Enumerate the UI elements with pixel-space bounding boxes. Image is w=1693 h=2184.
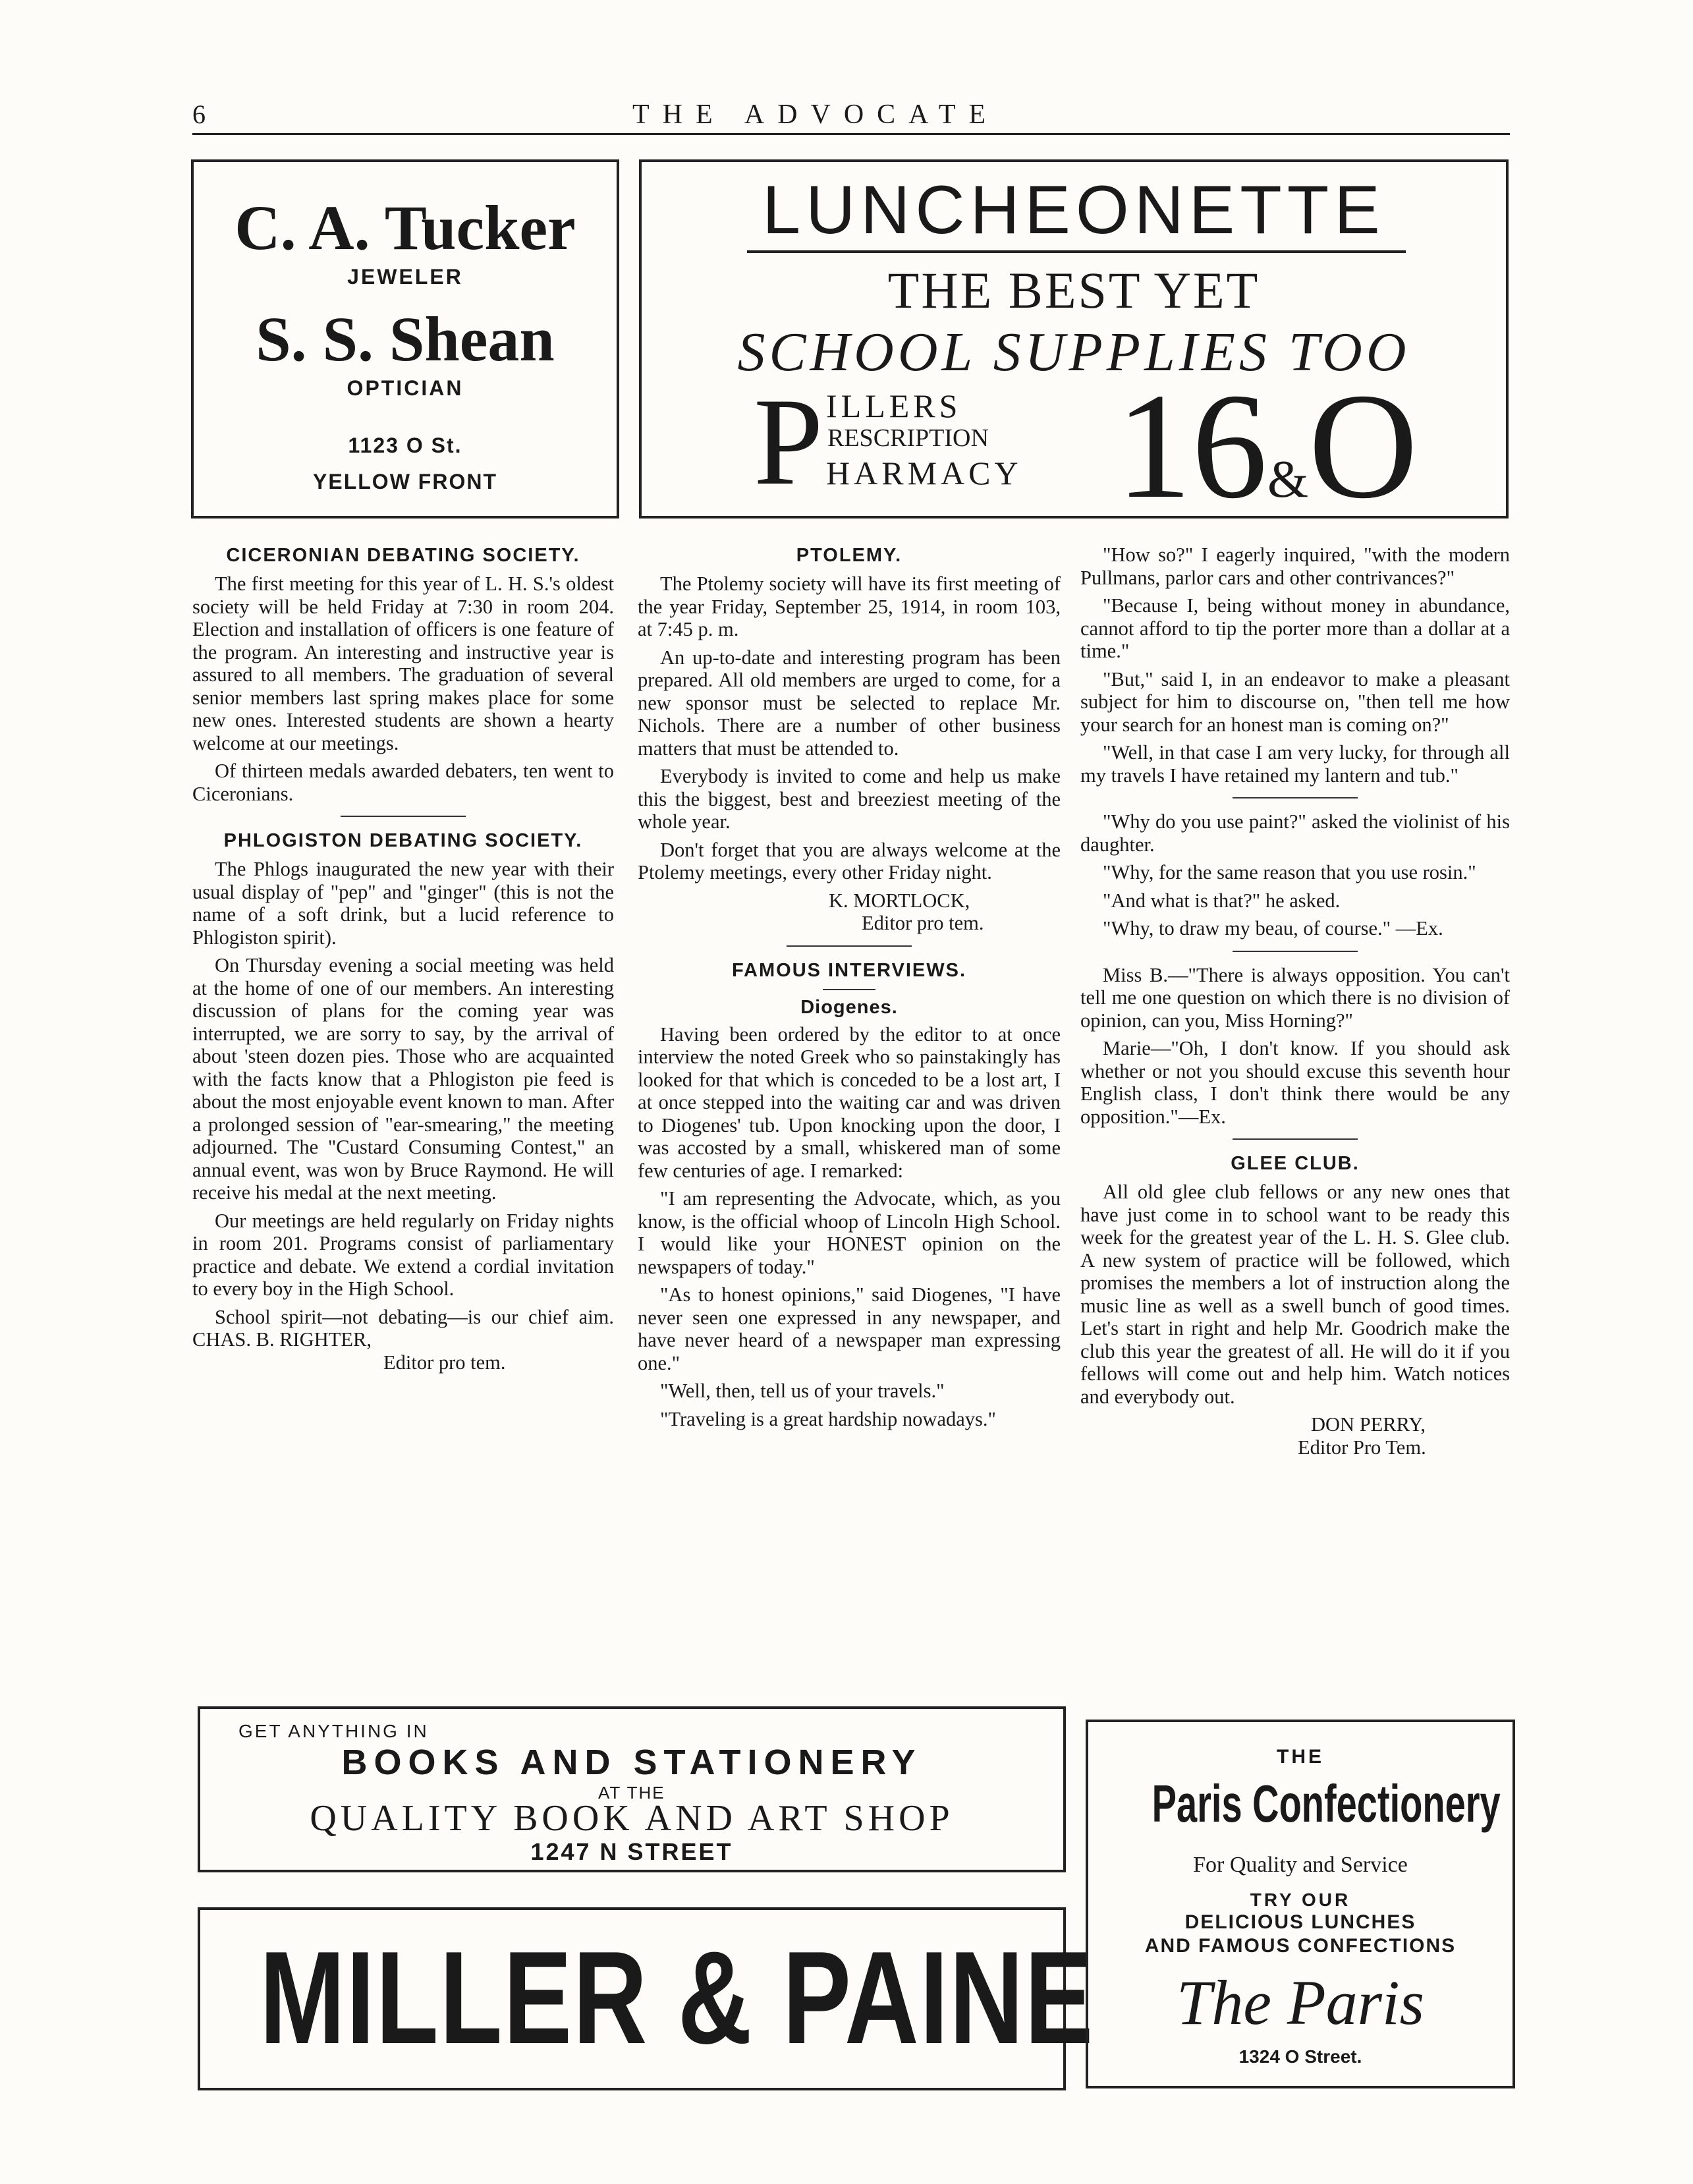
quality-book-shop-name: QUALITY BOOK AND ART SHOP (310, 1798, 954, 1839)
paris-the: THE (1277, 1746, 1324, 1768)
paris-confectionery-name: Paris Confectionery (1152, 1774, 1501, 1833)
phlogiston-heading: PHLOGISTON DEBATING SOCIETY. (223, 830, 583, 851)
paris-confectionery-ad (1086, 1720, 1515, 2088)
try-our-text: TRY OUR (1250, 1890, 1351, 1910)
joke-paint-4: "Why, to draw my beau, of course." —Ex. (1103, 917, 1443, 939)
miller-paine-name: MILLER & PAINE (260, 1924, 1094, 2071)
diogenes-heading: Diogenes. (800, 996, 898, 1018)
prescription-text: RESCRIPTION (827, 424, 989, 452)
tucker-name: C. A. Tucker (235, 192, 576, 263)
small-divider (823, 989, 875, 990)
shean-name: S. S. Shean (256, 304, 555, 374)
interview-paragraph-8: "But," said I, in an endeavor to make a pleasant subject for him to discourse on, "then tell me how your search for an honest man is coming on?" (1080, 667, 1510, 736)
best-yet-text: THE BEST YET (887, 262, 1260, 319)
get-anything-text: GET ANYTHING IN (238, 1721, 429, 1741)
diogenes-paragraph-5: "Traveling is a great hardship nowadays." (660, 1407, 996, 1430)
pharmacy-p-letter: P (754, 373, 823, 511)
tucker-front: YELLOW FRONT (313, 470, 497, 493)
ciceronian-heading: CICERONIAN DEBATING SOCIETY. (226, 545, 580, 566)
ptolemy-paragraph-4: Don't forget that you are always welcome at the Ptolemy meetings, every other Friday night. (638, 838, 1061, 883)
diogenes-paragraph-4: "Well, then, tell us of your travels." (660, 1380, 945, 1402)
address-amp: & (1267, 451, 1309, 509)
jeweler-label: JEWELER (347, 265, 463, 289)
section-divider (341, 816, 466, 817)
joke-paint-3: "And what is that?" he asked. (1103, 889, 1341, 912)
diogenes-paragraph-2: "I am representing the Advocate, which, as you know, is the official whoop of Lincoln High School. I would like your HONEST opinion on the newspapers of today." (638, 1187, 1061, 1278)
books-stationery-text: BOOKS AND STATIONERY (341, 1743, 922, 1782)
glee-signature-title: Editor Pro Tem. (1298, 1436, 1426, 1459)
masthead-title: THE ADVOCATE (632, 99, 999, 130)
interview-paragraph-9: "Well, in that case I am very lucky, for through all my travels I have retained my lantern and tub." (1080, 741, 1510, 787)
diogenes-paragraph-3: "As to honest opinions," said Diogenes, "I have never seen one expressed in any newspaper, and have never heard of a newspaper man expressing one." (638, 1283, 1061, 1374)
phlogiston-paragraph-3: Our meetings are held regularly on Friday nights in room 201. Programs consist of parliamentary practice and debate. We extend a cordial invitation to every boy in the High School. (192, 1209, 614, 1300)
at-the-text: AT THE (598, 1783, 665, 1803)
phlogiston-signature: Editor pro tem. (383, 1351, 506, 1374)
ciceronian-paragraph-1: The first meeting for this year of L. H. S.'s oldest society will be held Friday at 7:30 in room 204. Election and installation of officers is one feature of the program. An interesting and instructive year is assured to all members. The graduation of several senior members last spring makes place for some new ones. Interested students are shown a hearty welcome at our meetings. (192, 573, 614, 754)
ciceronian-paragraph-2: Of thirteen medals awarded debaters, ten went to Ciceronians. (192, 760, 614, 805)
glee-club-heading: GLEE CLUB. (1231, 1153, 1360, 1174)
joke-paint-2: "Why, for the same reason that you use rosin." (1103, 861, 1476, 883)
interview-paragraph-7: "Because I, being without money in abundance, cannot afford to tip the porter more than a dollar at a time." (1080, 594, 1510, 662)
ptolemy-signature-name: K. MORTLOCK, (829, 889, 970, 912)
ptolemy-paragraph-2: An up-to-date and interesting program has been prepared. All old members are urged to come, for a new sponsor must be selected to replace Mr. Nichols. There are a number of other business matters that must be attended to. (638, 646, 1061, 760)
luncheonette-ad (639, 159, 1509, 530)
section-divider (1233, 951, 1358, 952)
interview-paragraph-6: "How so?" I eagerly inquired, "with the modern Pullmans, parlor cars and other contrivances?" (1080, 544, 1510, 589)
paris-address: 1324 O Street. (1238, 2046, 1362, 2067)
joke-paint-1: "Why do you use paint?" asked the violinist of his daughter. (1080, 810, 1510, 856)
ptolemy-paragraph-3: Everybody is invited to come and help us make this the biggest, best and breeziest meeting of the whole year. (638, 765, 1061, 833)
book-shop-address: 1247 N STREET (530, 1838, 733, 1865)
tucker-address: 1123 O St. (348, 434, 462, 457)
column-middle (638, 544, 1061, 1436)
page-number: 6 (192, 99, 206, 129)
address-16: 16 (1116, 362, 1267, 530)
header-rule (192, 133, 1510, 135)
glee-club-paragraph: All old glee club fellows or any new ones that have just come in to school want to be ready this week for the greatest year of the L. H. S. Glee club. A new system of practice will be followed, which promises the members a lot of instruction along the music line as well as a swell bunch of good times. Let's start in right and help Mr. Goodrich make the club this year the greatest of all. He will do it if you fellows will come out and help him. Watch notices and everybody out. (1080, 1181, 1510, 1408)
joke-opposition-2: Marie—"Oh, I don't know. If you should ask whether or not you should excuse this seventh hour English class, I don't think there would be any opposition."—Ex. (1080, 1037, 1510, 1128)
address-o: O (1308, 362, 1418, 530)
famous-interviews-heading: FAMOUS INTERVIEWS. (731, 959, 967, 981)
ptolemy-heading: PTOLEMY. (796, 545, 902, 566)
column-left (192, 544, 614, 1374)
phlogiston-paragraph-2: On Thursday evening a social meeting was held at the home of one of our members. An interesting discussion of plans for the coming year was interrupted, we are sorry to say, by the arrival of about 'steen dozen pies. Those who are acquainted with the facts know that a Phlogiston pie feed is about the most enjoyable event known to man. After a prolonged session of "ear-smearing," the meeting adjourned. The "Custard Consuming Contest," an annual event, was won by Bruce Raymond. He will receive his medal at the next meeting. (192, 954, 614, 1204)
optician-label: OPTICIAN (347, 376, 464, 400)
miller-paine-ad (198, 1907, 1094, 2090)
quality-book-shop-ad (198, 1706, 1066, 1872)
column-right (1080, 544, 1510, 1459)
pillers-pharmacy-logo (754, 373, 1030, 511)
delicious-lunches-text: DELICIOUS LUNCHES (1184, 1911, 1416, 1933)
phlogiston-paragraph-4: School spirit—not debating—is our chief aim. CHAS. B. RIGHTER, (192, 1305, 614, 1351)
famous-confections-text: AND FAMOUS CONFECTIONS (1144, 1935, 1457, 1957)
section-divider (787, 945, 912, 947)
pillers-text: ILLERS (826, 387, 962, 424)
luncheonette-title: LUNCHEONETTE (762, 172, 1385, 248)
glee-signature-name: DON PERRY, (1311, 1413, 1426, 1436)
quality-service-text: For Quality and Service (1193, 1853, 1408, 1877)
the-paris-script: The Paris (1176, 1967, 1425, 2038)
joke-opposition-1: Miss B.—"There is always opposition. You can't tell me one question on which there is no division of opinion, can you, Miss Horning?" (1080, 963, 1510, 1032)
ptolemy-signature-title: Editor pro tem. (862, 912, 984, 934)
ptolemy-paragraph-1: The Ptolemy society will have its first meeting of the year Friday, September 25, 1914, in room 103, at 7:45 p. m. (638, 573, 1061, 640)
phlogiston-paragraph-1: The Phlogs inaugurated the new year with their usual display of "pep" and "ginger" (this is not the name of a soft drink, but a lucid reference to Phlogiston spirit). (192, 858, 614, 949)
diogenes-paragraph-1: Having been ordered by the editor to at once interview the noted Greek who so painstakingly has looked for that which is conceded to be a lost art, I at once stepped into the waiting car and was driven to Diogenes' tub. Upon knocking upon the door, I was accosted by a small, whiskered man of some few centuries of age. I remarked: (638, 1022, 1061, 1182)
pharmacy-text: HARMACY (826, 455, 1022, 491)
address-16-and-o (1116, 362, 1418, 530)
section-divider (1233, 797, 1358, 798)
luncheonette-rule (747, 250, 1406, 253)
school-supplies-text: SCHOOL SUPPLIES TOO (737, 322, 1410, 383)
section-divider (1233, 1138, 1358, 1140)
tucker-shean-ad (191, 159, 619, 518)
